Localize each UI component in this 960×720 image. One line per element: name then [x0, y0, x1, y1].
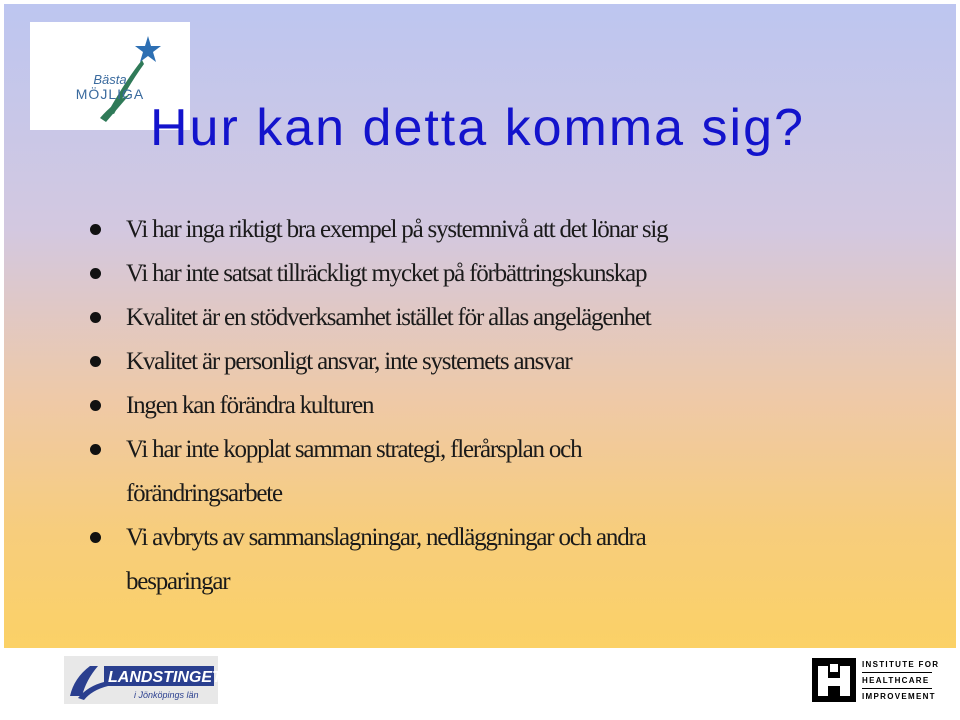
- bullet-list: [90, 208, 930, 604]
- bullet-text: Vi har inga riktigt bra exempel på systemnivå att det lönar sig: [126, 216, 668, 243]
- bullet-dot-icon: [90, 224, 101, 235]
- landstinget-subtext: i Jönköpings län: [134, 690, 199, 700]
- bullet-text: Kvalitet är en stödverksamhet istället för allas angelägenhet: [126, 304, 651, 331]
- logo-text-basta: Bästa: [93, 72, 127, 87]
- ihi-line-1: INSTITUTE FOR: [862, 660, 940, 669]
- bullet-dot-icon: [90, 312, 101, 323]
- bullet-dot-icon: [90, 532, 101, 543]
- bullet-text: Kvalitet är personligt ansvar, inte systemets ansvar: [126, 348, 572, 375]
- landstinget-wordmark: LANDSTINGET: [108, 669, 218, 686]
- ihi-divider: [862, 688, 932, 689]
- bullet-dot-icon: [90, 356, 101, 367]
- bullet-dot-icon: [90, 400, 101, 411]
- logo-text-mojliga: MÖJLIGA: [75, 86, 145, 102]
- ihi-divider: [862, 672, 932, 673]
- bullet-text-continued: förändringsarbete: [126, 480, 282, 507]
- ihi-line-3: IMPROVEMENT: [862, 692, 936, 701]
- bullet-item: [90, 296, 930, 340]
- landstinget-emblem-icon: [64, 656, 218, 704]
- ihi-logo: [812, 656, 940, 704]
- bullet-item: [90, 428, 930, 516]
- bullet-item: [90, 516, 930, 604]
- bullet-dot-icon: [90, 268, 101, 279]
- bullet-item: [90, 208, 930, 252]
- bullet-item: [90, 384, 930, 428]
- landstinget-logo: [64, 656, 218, 704]
- ihi-line-2: HEALTHCARE: [862, 676, 930, 685]
- bullet-text-continued: besparingar: [126, 568, 230, 595]
- bullet-item: [90, 340, 930, 384]
- bullet-text: Vi har inte satsat tillräckligt mycket på förbättringskunskap: [126, 260, 647, 287]
- bullet-text: Ingen kan förändra kulturen: [126, 392, 374, 419]
- slide-title: Hur kan detta komma sig?: [150, 99, 805, 157]
- bullet-item: [90, 252, 930, 296]
- ihi-emblem-icon: [812, 658, 856, 702]
- bullet-text: Vi avbryts av sammanslagningar, nedläggningar och andra: [126, 524, 646, 551]
- bullet-dot-icon: [90, 444, 101, 455]
- bullet-text: Vi har inte kopplat samman strategi, flerårsplan och: [126, 436, 582, 463]
